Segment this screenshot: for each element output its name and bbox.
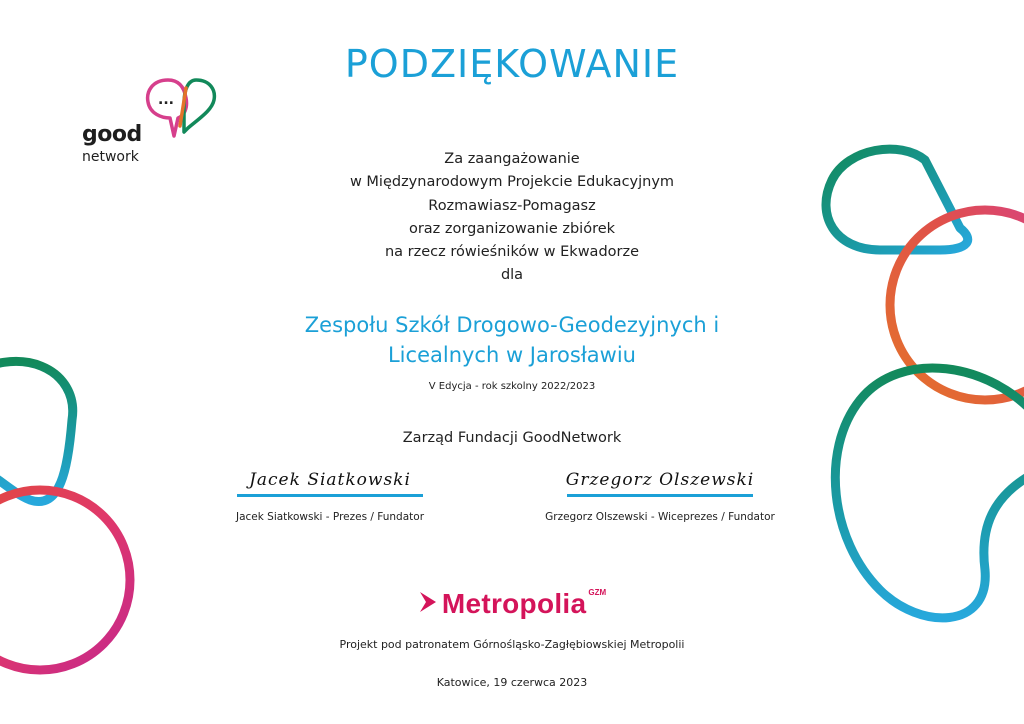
- dedication-line: na rzecz rówieśników w Ekwadorze: [384, 244, 640, 261]
- recipient-school: [0, 310, 1024, 370]
- signature-block-vicepresident: [530, 470, 790, 523]
- bubble-dots: ...: [158, 92, 174, 108]
- dedication-text: [0, 148, 1024, 288]
- signature-caption: Grzegorz Olszewski - Wiceprezes / Fundator: [545, 511, 775, 523]
- loop-right-big-green: [835, 368, 1024, 618]
- dedication-line: oraz zorganizowanie zbiórek: [408, 220, 616, 237]
- board-label: Zarząd Fundacji GoodNetwork: [402, 430, 622, 446]
- date-place: Katowice, 19 czerwca 2023: [436, 676, 588, 689]
- sponsor-logo: [0, 588, 1024, 620]
- dedication-line: Rozmawiasz-Pomagasz: [428, 197, 596, 214]
- dedication-line: dla: [500, 267, 524, 284]
- signature-block-president: [210, 470, 450, 523]
- signature-caption: Jacek Siatkowski - Prezes / Fundator: [235, 511, 425, 523]
- signature-script: Jacek Siatkowski: [249, 470, 411, 490]
- recipient-line: Zespołu Szkół Drogowo-Geodezyjnych i: [304, 313, 720, 337]
- edition-label: V Edycja - rok szkolny 2022/2023: [428, 381, 596, 392]
- logo-word-network: network: [82, 149, 139, 165]
- signature-underline: [567, 494, 753, 497]
- signature-script: Grzegorz Olszewski: [565, 470, 755, 490]
- logo-word-good: good: [82, 122, 142, 147]
- sponsor-name: Metropolia: [441, 588, 587, 619]
- signature-underline: [237, 494, 423, 497]
- page-title: PODZIĘKOWANIE: [344, 42, 680, 86]
- recipient-line: Licealnych w Jarosławiu: [387, 343, 636, 367]
- sponsor-superscript: GZM: [588, 588, 607, 597]
- dedication-line: Za zaangażowanie: [444, 151, 580, 167]
- dedication-line: w Międzynarodowym Projekcie Edukacyjnym: [349, 174, 675, 191]
- patronage-text: Projekt pod patronatem Górnośląsko-Zagłębiowskiej Metropolii: [339, 638, 685, 651]
- arrow-chevron-icon: [418, 590, 438, 614]
